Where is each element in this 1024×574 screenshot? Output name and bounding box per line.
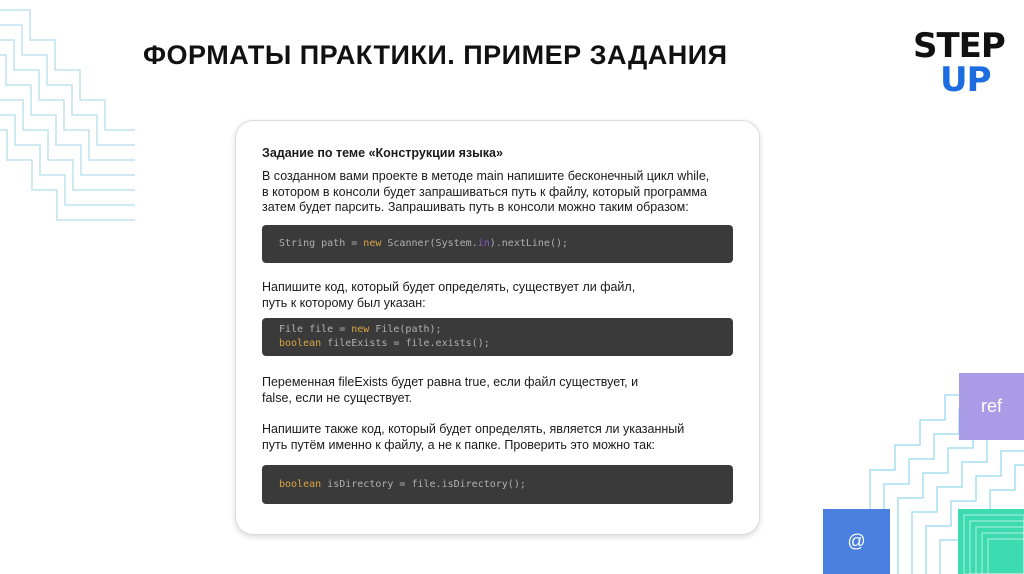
at-tile xyxy=(823,509,890,574)
ref-label: ref xyxy=(980,396,1002,416)
left-decoration xyxy=(0,0,140,260)
code-line: boolean isDirectory = file.isDirectory(); xyxy=(279,479,526,490)
task-card xyxy=(235,120,760,535)
code-block-scanner xyxy=(262,225,733,263)
code-line: boolean fileExists = file.exists(); xyxy=(279,338,490,349)
task-para-exists: Напишите код, который будет определять, существует ли файл, путь к которому был указан: xyxy=(262,280,636,310)
task-para-directory: Напишите также код, который будет определять, является ли указанный путь путём именно к файлу, а не к папке. Проверить это можно так: xyxy=(262,422,685,452)
code-block-is-directory xyxy=(262,465,733,504)
green-tile xyxy=(958,509,1024,574)
at-icon: @ xyxy=(847,531,866,551)
code-line: File file = new File(path); xyxy=(279,324,442,335)
ref-tile xyxy=(959,373,1024,440)
code-block-file-exists xyxy=(262,318,733,356)
task-intro: В созданном вами проекте в методе main напишите бесконечный цикл while, в котором в консоли будет запрашиваться путь к файлу, который программа затем будет парсить. Запрашивать путь в консоли можно таким образом: xyxy=(262,169,710,214)
page-title: ФОРМАТЫ ПРАКТИКИ. ПРИМЕР ЗАДАНИЯ xyxy=(143,40,728,70)
logo-text-step: STEP xyxy=(913,26,1005,66)
logo-text-up: UP xyxy=(940,60,991,100)
task-para-variable: Переменная fileExists будет равна true, если файл существует, и false, если не существует. xyxy=(262,375,639,405)
code-line: String path = new Scanner(System.in).nextLine(); xyxy=(279,238,569,249)
step-up-logo xyxy=(913,28,1013,100)
task-title: Задание по теме «Конструкции языка» xyxy=(262,146,503,160)
